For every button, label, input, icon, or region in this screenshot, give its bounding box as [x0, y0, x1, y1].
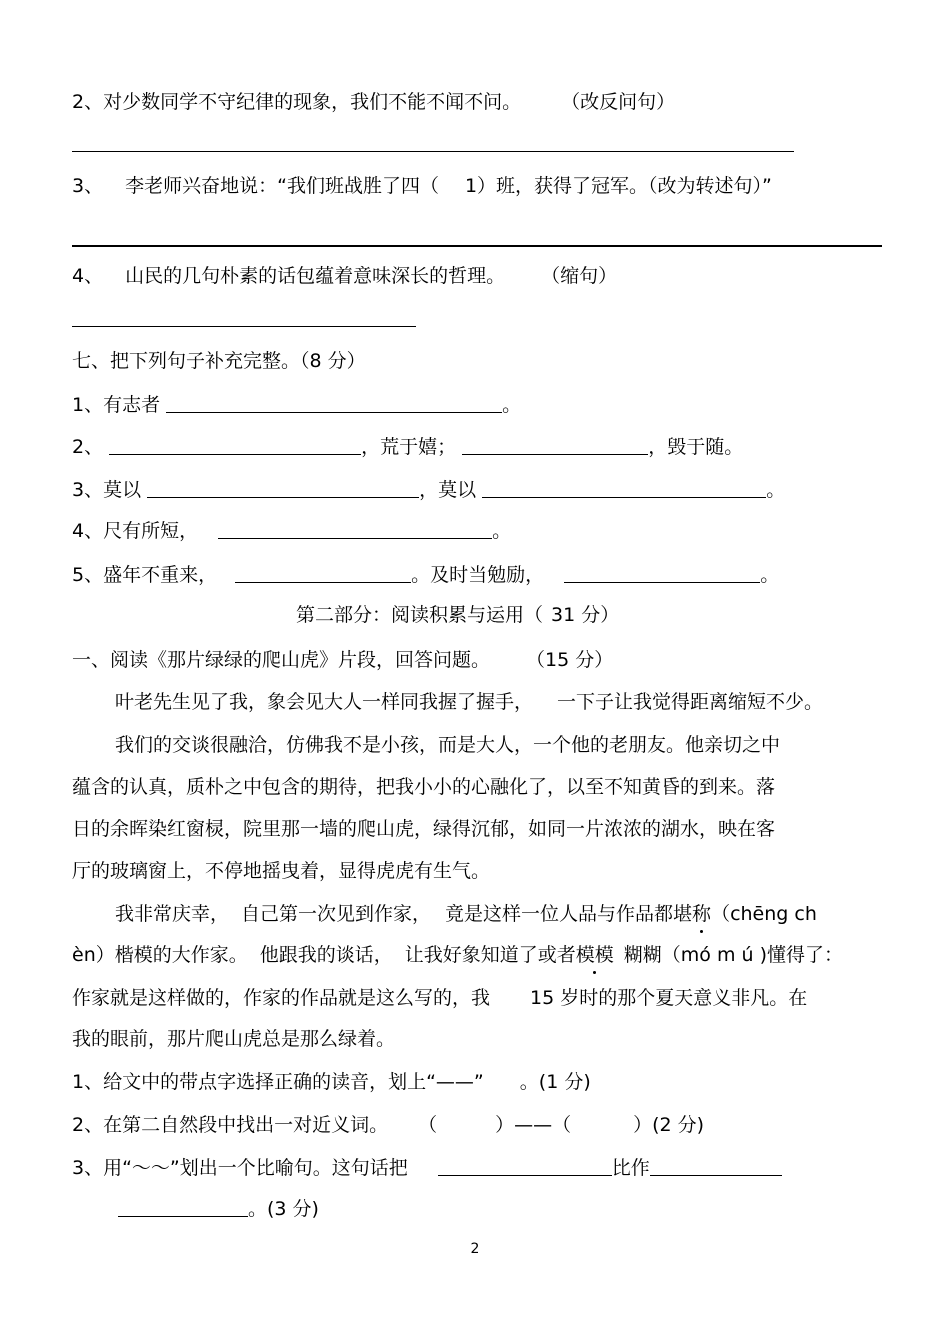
answer-line[interactable] [72, 326, 416, 327]
blank[interactable] [650, 1155, 782, 1176]
passage-p2-line1: 我们的交谈很融洽，仿佛我不是小孩，而是大人，一个他的老朋友。他亲切之中 [115, 734, 781, 756]
blank[interactable] [218, 518, 492, 539]
question-score: 。(3 分) [248, 1198, 319, 1220]
item-end: 。 [502, 394, 522, 416]
blank[interactable] [235, 562, 411, 583]
blank[interactable] [109, 434, 361, 455]
blank[interactable] [118, 1196, 248, 1217]
item-num: 5、 [72, 564, 104, 586]
item-text-2: 。及时当勉励， [411, 564, 545, 586]
reading-heading-score: （15 分） [526, 649, 614, 671]
answer-line[interactable] [72, 151, 794, 152]
reading-question-3 [72, 1155, 782, 1181]
blank[interactable] [462, 434, 648, 455]
passage-text: 作家就是这样做的，作家的作品就是这么写的，我 [72, 987, 491, 1009]
passage-text-2: 15 岁时的那个夏天意义非凡。在 [530, 987, 808, 1009]
item-end: ，毁于随。 [648, 436, 744, 458]
item-text: 莫以 [103, 479, 142, 501]
q-num: 2、 [72, 91, 104, 113]
reading-question-2 [72, 1112, 704, 1138]
question-6-2 [72, 89, 675, 115]
question-score: ）(2 分) [633, 1114, 705, 1136]
question-text: 2、在第二自然段中找出一对近义词。 [72, 1114, 389, 1136]
passage-p3-line2 [72, 942, 843, 968]
item-end: 。 [492, 520, 512, 542]
fill-item-2 [72, 434, 743, 460]
passage-text-2: 他跟我的谈话， [259, 944, 393, 966]
fill-item-3 [72, 477, 785, 503]
reading-heading-text: 一、阅读《那片绿绿的爬山虎》片段，回答问题。 [72, 649, 491, 671]
q-num: 3、 [72, 175, 104, 197]
reading-question-3-cont [118, 1196, 319, 1222]
paren-mid: ）——（ [495, 1114, 572, 1136]
passage-p3-line4: 我的眼前，那片爬山虎总是那么绿着。 [72, 1028, 396, 1050]
item-text: ，荒于嬉； [361, 436, 457, 458]
item-num: 1、 [72, 394, 104, 416]
fill-item-5 [72, 562, 779, 588]
passage-text-2: 自己第一次见到作家， [241, 903, 432, 925]
passage-p3-line1 [115, 901, 817, 927]
passage-p2-line4: 厅的玻璃窗上，不停地摇曳着，显得虎虎有生气。 [72, 860, 491, 882]
question-score: 。(1 分) [519, 1071, 591, 1093]
reading-question-1 [72, 1069, 591, 1095]
q-note: （改反问句） [561, 91, 676, 113]
item-end: 。 [766, 479, 786, 501]
question-text: 1、给文中的带点字选择正确的读音，划上“——” [72, 1071, 484, 1093]
item-num: 4、 [72, 520, 104, 542]
dotted-char: 模模 [575, 944, 614, 966]
fill-item-4 [72, 518, 511, 544]
q-num: 4、 [72, 265, 104, 287]
item-text: 有志者 [103, 394, 161, 416]
passage-p2-line3: 日的余晖染红窗棂，院里那一墙的爬山虎，绿得沉郁，如同一片浓浓的湖水，映在客 [72, 818, 776, 840]
section-7-heading: 七、把下列句子补充完整。（8 分） [72, 350, 366, 372]
blank[interactable] [564, 562, 760, 583]
item-text: 尺有所短， [103, 520, 199, 542]
passage-text: èn）楷模的大作家。 [72, 944, 248, 966]
blank[interactable] [482, 477, 766, 498]
item-text-2: ，莫以 [419, 479, 477, 501]
pinyin-options: 糊糊（mó m ú )懂得了： [623, 944, 843, 966]
part-score: 31 分） [551, 604, 620, 626]
passage-p3-line3 [72, 985, 807, 1011]
passage-text-3: 竟是这样一位人品与作品都堪 [445, 903, 693, 925]
passage-text-2: 一下子让我觉得距离缩短不少。 [557, 691, 824, 713]
blank[interactable] [166, 392, 502, 413]
question-text-2: 比作 [611, 1157, 650, 1179]
answer-line[interactable] [72, 245, 882, 247]
blank[interactable] [147, 477, 419, 498]
blank[interactable] [438, 1155, 612, 1176]
question-text: 3、用“～～”划出一个比喻句。这句话把 [72, 1157, 408, 1179]
q-text: 李老师兴奋地说：“我们班战胜了四（ [125, 175, 439, 197]
page-number: 2 [470, 1241, 480, 1257]
item-end: 。 [760, 564, 780, 586]
passage-p2-line2: 蕴含的认真，质朴之中包含的期待，把我小小的心融化了，以至不知黄昏的到来。落 [72, 776, 776, 798]
item-text: 盛年不重来， [103, 564, 218, 586]
passage-p1 [115, 689, 823, 715]
dotted-char: 称 [692, 903, 712, 925]
passage-text: 我非常庆幸， [115, 903, 230, 925]
item-num: 3、 [72, 479, 104, 501]
q-text-2: 1）班，获得了冠军。（改为转述句）” [464, 175, 772, 197]
passage-text: 叶老先生见了我，象会见大人一样同我握了握手， [115, 691, 534, 713]
fill-item-1 [72, 392, 521, 418]
question-6-4 [72, 263, 617, 289]
q-note: （缩句） [541, 265, 618, 287]
paren-open: （ [418, 1114, 438, 1136]
passage-text-3: 让我好象知道了或者 [404, 944, 576, 966]
item-num: 2、 [72, 436, 104, 458]
question-6-3 [72, 173, 772, 199]
part-2-title [296, 602, 619, 628]
q-text: 对少数同学不守纪律的现象，我们不能不闻不问。 [103, 91, 522, 113]
pinyin-options: （chēng ch [711, 903, 817, 925]
q-text: 山民的几句朴素的话包蕴着意味深长的哲理。 [125, 265, 506, 287]
part-title-text: 第二部分：阅读积累与运用（ [296, 604, 544, 626]
reading-heading [72, 647, 613, 673]
